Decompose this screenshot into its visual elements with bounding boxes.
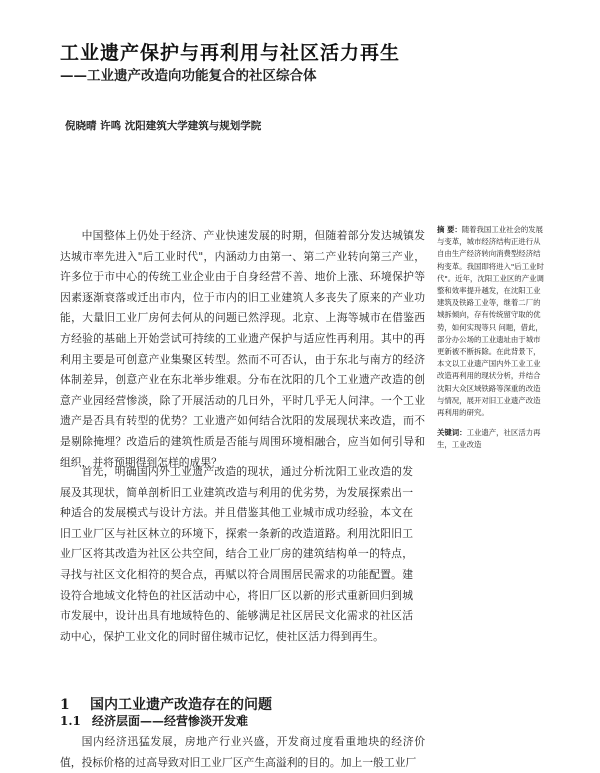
intro-paragraph-block: [60, 226, 425, 473]
article-title: 工业遗产保护与再利用与社区活力再生: [60, 42, 401, 64]
economy-paragraph: 国内经济迅猛发展，房地产行业兴盛，开发商过度看重地块的经济价值，投标价格的过高导致对旧工业厂区产生高溢利的目的。加上一般工业厂: [60, 735, 425, 769]
article-subtitle: ——工业遗产改造向功能复合的社区综合体: [60, 68, 317, 84]
section-number: 1: [60, 697, 70, 713]
keywords-label: 关键词：: [437, 428, 467, 438]
section-title: 国内工业遗产改造存在的问题: [90, 697, 272, 713]
abstract-text: 随着我国工业社会的发展与变革，城市经济结构正进行从自由生产经济转向消费型经济结构变革。我国即将进入"后工业时代"。近年，沈阳工业区的产业调整和效率提升越发，在沈阳工业建筑及铁路工业等，继着二厂的城拆倾向，存有传统留守取的优势，如何实现等只 问题，借此，部分办公场的工业遗址由于城市更新被不断拆除。在此背景下，本文以工业遗产国内外工业工业改造再利用的现状分析，并结合沈阳大众区域铁路等深重的改造与情况，展开对旧工业遗产改造再利用的研究。: [437, 225, 544, 418]
keywords-text: 工业遗产，社区活力再生，工业改造: [437, 428, 541, 450]
subsection-heading: [60, 712, 248, 729]
subsection-title: 经济层面——经营惨淡开发难: [92, 714, 249, 728]
article-authors: 倪晓晴 许鸣 沈阳建筑大学建筑与规划学院: [65, 120, 262, 132]
method-paragraph: 首先，明确国内外工业遗产改造的现状，通过分析沈阳工业改造的发展及其现状，简单剖析旧工业建筑改造与利用的优劣势，为发展探索出一种适合的发展模式与设计方法。并且借鉴其他工业城市成功经验，本文在旧工业厂区与社区林立的环境下，探索一条新的改造道路。利用沈阳旧工业厂区将其改造为社区公共空间，结合工业厂房的建筑结构单一的特点，寻找与社区文化相符的契合点，再赋以符合周围居民需求的功能配置。建设符合地域文化特色的社区活动中心，将旧厂区以新的形式重新回归到城市发展中，设计出具有地域特色的、能够满足社区居民文化需求的社区活动中心，保护工业文化的同时留住城市记忆，使社区活力得到再生。: [60, 465, 413, 643]
keywords-block: [437, 427, 547, 451]
method-paragraph-block: [60, 462, 413, 647]
abstract-sidebar: [437, 224, 547, 452]
subsection-number: 1.1: [60, 714, 81, 728]
economy-paragraph-block: [60, 732, 425, 773]
abstract-block: [437, 224, 547, 419]
section-heading: [60, 694, 272, 714]
abstract-label: 摘 要：: [437, 225, 462, 234]
intro-paragraph: 中国整体上仍处于经济、产业快速发展的时期，但随着部分发达城镇发达城市率先进入"后工业时代"，内涵动力由第一、第二产业转向第三产业，许多位于市中心的传统工业企业由于自身经营不善、地价上涨、环境保护等因素逐渐衰落或迁出市内，位于市内的旧工业建筑人多丧失了原来的产业功能，大量旧工业厂房何去何从的问题已然浮现。北京、上海等城市在借鉴西方经验的基础上开始尝试可持续的工业遗产保护与适应性再利用。其中的再利用主要是可创意产业集聚区转型。然而不可否认，由于东北与南方的经济体制差异，创意产业在东北举步维艰。分布在沈阳的几个工业遗产改造的创意产业园经营惨淡，除了开展活动的几日外，平时几乎无人问津。一个工业遗产是否具有转型的优势？工业遗产如何结合沈阳的发展现状来改造，而不是剔除掩埋？改造后的建筑性质是否能与周围环境相融合，应当如何引导和组织，并将预期得到怎样的成果？: [60, 229, 425, 469]
